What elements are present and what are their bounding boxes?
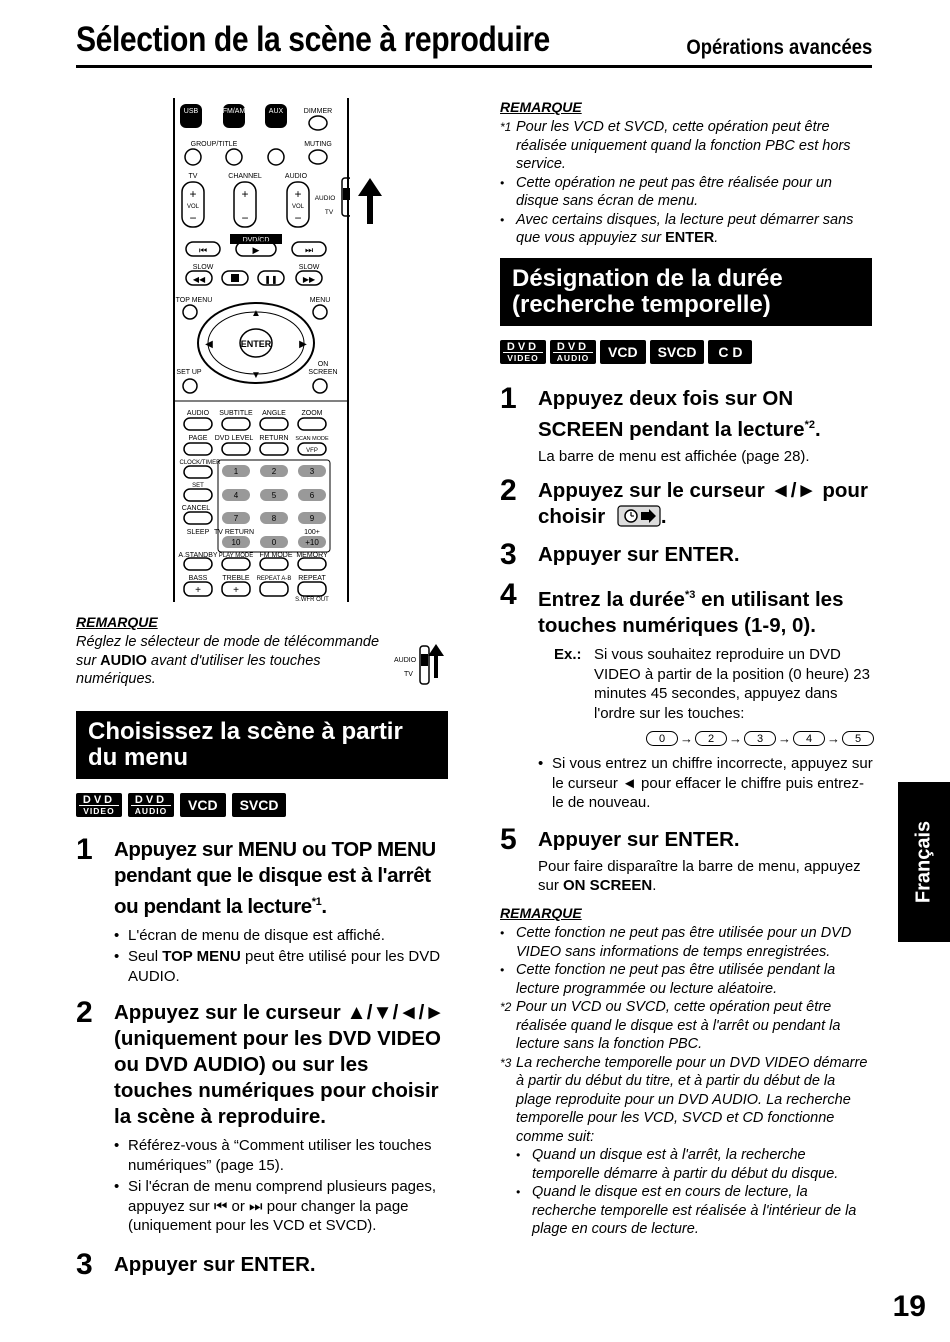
remark-title: REMARQUE (500, 99, 582, 115)
svg-text:▼: ▼ (251, 370, 261, 381)
step-title: Appuyer sur ENTER. (538, 543, 740, 567)
key-3: 3 (744, 731, 776, 746)
note-item: • Avec certains disques, la lecture peut démarrer sans que vous appuyiez sur ENTER. (500, 211, 854, 246)
switch-label: AUDIO (394, 657, 417, 664)
remote-label: FM MODE (259, 552, 293, 559)
example-text: Si vous souhaitez reproduire un DVD VIDEO à partir de la position (0 heure) 23 minutes 45 secondes, appuyez dans l'ordre sur les touches: (594, 646, 870, 722)
keypad-key: 8 (271, 514, 277, 523)
keypad-key: 6 (309, 491, 315, 500)
remark-title: REMARQUE (500, 905, 582, 921)
remote-label: TV (188, 173, 198, 180)
keypad-key: 10 (231, 538, 241, 547)
key-2: 2 (695, 731, 727, 746)
usb-button (180, 104, 202, 128)
svg-text:❚❚: ❚❚ (264, 275, 278, 284)
remote-label: ENTER (240, 339, 272, 349)
step-title: Appuyer sur ENTER. (538, 827, 740, 851)
step-3 (76, 1247, 448, 1281)
svg-text:+: + (195, 585, 201, 596)
step-1 (500, 382, 874, 466)
section-title-menu: Choisissez la scène à partir du menu (76, 711, 448, 779)
badge-dvd-audio: DVD AUDIO (128, 793, 174, 817)
bullet: • Seul TOP MENU peut être utilisé pour les DVD AUDIO. (114, 947, 448, 986)
remote-label: BASS (188, 575, 208, 582)
section-time-search (500, 258, 874, 896)
svg-text:+: + (241, 187, 249, 201)
section-menu (76, 711, 448, 1281)
svg-text:−: − (189, 211, 197, 225)
svg-text:▶: ▶ (299, 339, 307, 350)
remote-label: DVD/CD (242, 237, 270, 244)
step-body: La barre de menu est affichée (page 28). (538, 447, 810, 465)
remote-label: ZOOM (301, 410, 323, 417)
svg-text:▲: ▲ (251, 308, 261, 319)
badge-dvd-video: DVD VIDEO (76, 793, 122, 817)
example-label: Ex.: (554, 646, 582, 664)
remote-label: SLEEP (186, 529, 210, 536)
remote-label: PLAY MODE (218, 553, 254, 559)
step-title: Appuyez sur MENU ou TOP MENU pendant que le disque est à l'arrêt ou pendant la lecture$^{*1}$. (114, 838, 436, 918)
badge-dvd-audio: DVD AUDIO (550, 340, 596, 364)
bullet: • Si vous entrez un chiffre incorrecte, appuyez sur le curseur ◄ pour effacer le chiffre puis entrez-le de nouveau. (538, 754, 874, 813)
key-sequence: 0 → 2 → 3 → 4 → 5 (538, 731, 874, 746)
remark-text-part: avant d'utiliser les touches numériques. (76, 652, 321, 687)
key-0: 0 (646, 731, 678, 746)
badge-svcd: SVCD (232, 793, 287, 817)
switch-label: TV (404, 671, 413, 678)
remote-label: ON (317, 361, 329, 368)
remote-label: AUX (268, 108, 284, 115)
svg-text:⏭: ⏭ (304, 245, 314, 255)
language-tab-label: Français (912, 820, 935, 904)
remote-label: 100+ (304, 529, 320, 536)
badge-vcd: VCD (180, 793, 226, 817)
step-title: Appuyez sur le curseur ◄/► pour choisir . (538, 479, 868, 529)
svg-text:+: + (233, 585, 239, 596)
disc-badges (500, 340, 874, 366)
mode-switch-icon (394, 640, 448, 686)
remark-title: REMARQUE (76, 614, 158, 630)
fm-am-button (223, 104, 246, 128)
page-title: Sélection de la scène à reproduire (76, 20, 550, 59)
step-number: 2 (500, 474, 517, 508)
svg-text:◀◀: ◀◀ (192, 275, 206, 284)
remote-label: CANCEL (181, 505, 211, 512)
svg-text:+: + (189, 187, 197, 201)
note-item: • Cette fonction ne peut pas être utilisée pour un DVD VIDEO sans informations de temps enregistrées. (500, 925, 852, 960)
step-number: 4 (500, 578, 517, 612)
badge-dvd-video: DVD VIDEO (500, 340, 546, 364)
svg-text:−: − (294, 211, 302, 225)
remote-label: CHANNEL (228, 173, 262, 180)
remote-label: VOL (291, 204, 305, 210)
keypad-key: 7 (233, 514, 239, 523)
remote-label: AUDIO (284, 173, 308, 180)
section-header: Opérations avancées (686, 36, 872, 59)
remote-label: SUBTITLE (219, 410, 253, 417)
aux-button (265, 104, 287, 128)
language-tab (898, 782, 950, 942)
keypad-key: 2 (271, 467, 277, 476)
step-title: Appuyez sur le curseur ▲/▼/◄/► (uniquement pour les DVD VIDEO ou DVD AUDIO) ou sur les touches numériques pour choisir la scène à reproduire. (114, 1001, 445, 1129)
note-item: *2 Pour un VCD ou SVCD, cette opération peut être réalisée quand le disque est à l'arrêt ou pendant la lecture sans la fonction PBC. (500, 999, 841, 1052)
remote-label: DVD LEVEL (214, 435, 254, 442)
arrow-up-icon (358, 178, 382, 224)
right-remark-1 (500, 99, 874, 248)
remote-label: MENU (309, 297, 331, 304)
step-3 (500, 538, 874, 572)
remote-label: TOP MENU (175, 297, 213, 304)
remote-label: REPEAT (298, 575, 326, 582)
time-search-icon (617, 505, 661, 527)
step-number: 2 (76, 996, 93, 1030)
remote-label: VOL (186, 204, 200, 210)
note-item: *1 Pour les VCD et SVCD, cette opération peut être réalisée uniquement quand la fonction PBC est hors service. (500, 119, 851, 172)
section-title-time: Désignation de la durée (recherche temporelle) (500, 258, 872, 326)
bullet: • L'écran de menu de disque est affiché. (114, 926, 448, 946)
note-item: *3 La recherche temporelle pour un DVD VIDEO démarre à partir du début du titre, et à partir du début de la plage reproduite pour un DVD AUDIO. La recherche temporelle pour les VCD, SVCD et CD fonctionne comme suit: (500, 1054, 868, 1145)
remote-label: MEMORY (296, 552, 328, 559)
remote-label: SCAN MODE (295, 436, 329, 442)
badge-vcd: VCD (600, 340, 646, 364)
step-number: 3 (76, 1247, 93, 1281)
remote-label: SLOW (298, 264, 320, 271)
note-subitem: • Quand le disque est en cours de lecture, la recherche temporelle est réalisée à l'intérieur de la plage en cours de lecture. (516, 1184, 857, 1237)
left-remark (76, 614, 448, 689)
remote-label: CLOCK/TIMER (179, 460, 221, 466)
remote-label: PAGE (188, 435, 208, 442)
badge-cd: C D (708, 340, 752, 364)
remote-label: A.STANDBY (178, 552, 218, 559)
remote-label: RETURN (259, 435, 289, 442)
step-title: Appuyez deux fois sur ON SCREEN pendant la lecture$^{*2}$. (538, 387, 821, 441)
svg-text:−: − (241, 211, 249, 225)
step-title: Appuyer sur ENTER. (114, 1252, 316, 1276)
remote-label: TREBLE (222, 575, 250, 582)
step-2 (500, 474, 874, 530)
bullet: • Si l'écran de menu comprend plusieurs pages, appuyez sur ⏮ or ⏭ pour changer la page (uniquement pour les VCD et SVCD). (114, 1177, 448, 1236)
page-number: 19 (892, 1290, 926, 1323)
svg-text:▶▶: ▶▶ (302, 275, 316, 284)
badge-svcd: SVCD (650, 340, 705, 364)
note-item: • Cette fonction ne peut pas être utilisée pendant la lecture programmée ou lecture aléatoire. (500, 962, 836, 997)
remote-label: MUTING (304, 141, 332, 148)
svg-text:◀: ◀ (205, 339, 213, 350)
remote-label: SLOW (192, 264, 214, 271)
remote-label: TV RETURN (213, 529, 255, 536)
keypad-key: 3 (309, 467, 315, 476)
step-body: Pour faire disparaître la barre de menu, appuyez sur ON SCREEN. (538, 857, 861, 895)
remote-label: AUDIO (186, 410, 210, 417)
step-5 (500, 822, 874, 896)
remote-label: SET (192, 483, 204, 489)
remark-text-part: Réglez le sélecteur de mode de télécommande sur (76, 634, 380, 669)
step-number: 1 (76, 833, 93, 866)
keypad-key: 4 (233, 491, 239, 500)
key-5: 5 (842, 731, 874, 746)
remote-label: S.WFR OUT (295, 597, 329, 602)
key-4: 4 (793, 731, 825, 746)
step-number: 5 (500, 822, 517, 856)
remote-label: AUDIO (314, 195, 336, 202)
step-4 (500, 578, 874, 812)
remote-label: SCREEN (308, 369, 338, 376)
remote-label: ANGLE (262, 410, 286, 417)
keypad-key: 9 (309, 514, 315, 523)
remote-label: REPEAT A-B (256, 576, 292, 582)
keypad-key: 1 (233, 467, 239, 476)
step-number: 1 (500, 382, 517, 415)
header-rule (76, 65, 872, 68)
remote-label: USB (183, 108, 199, 115)
bullet: • Référez-vous à “Comment utiliser les touches numériques” (page 15). (114, 1136, 448, 1175)
step-1 (76, 833, 448, 986)
step-number: 3 (500, 538, 517, 572)
remote-label: VFP (306, 448, 318, 454)
remote-label: DIMMER (303, 108, 333, 115)
step-title: Entrez la durée$^{*3}$ en utilisant les touches numériques (1-9, 0). (538, 588, 844, 638)
svg-text:⏮: ⏮ (198, 245, 208, 255)
disc-badges (76, 793, 448, 819)
remote-label: SET UP (176, 369, 202, 376)
remark-bold: AUDIO (100, 652, 147, 669)
remark-text (76, 633, 396, 689)
keypad-key: +10 (305, 538, 319, 547)
note-subitem: • Quand un disque est à l'arrêt, la recherche temporelle démarre à partir du début du disque. (516, 1147, 839, 1182)
remote-label: FM/AM (222, 108, 246, 115)
svg-text:+: + (294, 187, 302, 201)
step-2 (76, 996, 448, 1236)
keypad-key: 5 (271, 491, 277, 500)
svg-text:▶: ▶ (252, 245, 260, 255)
remote-control-illustration (172, 98, 350, 602)
remote-label: GROUP/TITLE (190, 141, 238, 148)
right-remark-2 (500, 905, 874, 1239)
note-item: • Cette opération ne peut pas être réalisée pour un disque sans écran de menu. (500, 174, 832, 209)
remote-label: TV (324, 209, 334, 216)
example (538, 645, 874, 723)
keypad-key: 0 (271, 538, 277, 547)
